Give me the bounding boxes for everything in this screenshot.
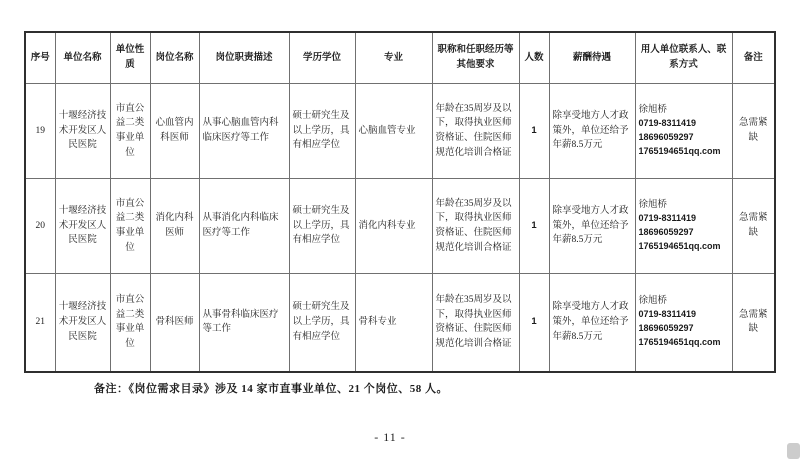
footer-note: 备注：《岗位需求目录》涉及 14 家市直事业单位、21 个岗位、58 人。 — [94, 383, 448, 395]
cell-unit-type: 市直公益二类事业单位 — [110, 84, 150, 179]
cell-duties: 从事心脑血管内科临床医疗等工作 — [199, 84, 289, 179]
cell-contact — [635, 84, 732, 179]
cell-remark: 急需紧缺 — [732, 274, 775, 372]
cell-unit-name: 十堰经济技术开发区人民医院 — [55, 84, 110, 179]
cell-salary: 除享受地方人才政策外，单位还给予年薪8.5万元 — [549, 84, 635, 179]
contact-email: 1765194651qq.com — [638, 241, 721, 252]
col-header-salary: 薪酬待遇 — [549, 32, 635, 84]
cell-position: 心血管内科医师 — [150, 84, 199, 179]
contact-phone: 0719-8311419 — [638, 118, 697, 129]
cell-unit-name: 十堰经济技术开发区人民医院 — [55, 274, 110, 372]
job-requirements-table — [24, 31, 776, 373]
cell-major: 心脑血管专业 — [355, 84, 432, 179]
col-header-education: 学历学位 — [289, 32, 355, 84]
cell-major: 骨科专业 — [355, 274, 432, 372]
col-header-contact: 用人单位联系人、联系方式 — [635, 32, 732, 84]
contact-name: 徐旭桥 — [638, 296, 668, 307]
table-row — [25, 84, 775, 179]
scrollbar-thumb[interactable] — [787, 443, 800, 459]
cell-requirements: 年龄在35周岁及以下，取得执业医师资格证、住院医师规范化培训合格证 — [432, 179, 519, 274]
col-header-remark: 备注 — [732, 32, 775, 84]
col-header-headcount: 人数 — [519, 32, 549, 84]
cell-duties: 从事消化内科临床医疗等工作 — [199, 179, 289, 274]
cell-major: 消化内科专业 — [355, 179, 432, 274]
page-number: - 11 - — [374, 430, 406, 444]
contact-mobile: 18696059297 — [638, 323, 694, 334]
contact-name: 徐旭桥 — [638, 199, 668, 210]
cell-unit-type: 市直公益二类事业单位 — [110, 179, 150, 274]
contact-email: 1765194651qq.com — [638, 337, 721, 348]
col-header-requirements: 职称和任职经历等其他要求 — [432, 32, 519, 84]
col-header-position: 岗位名称 — [150, 32, 199, 84]
contact-mobile: 18696059297 — [638, 227, 694, 238]
cell-duties: 从事骨科临床医疗等工作 — [199, 274, 289, 372]
contact-email: 1765194651qq.com — [638, 146, 721, 157]
cell-contact — [635, 274, 732, 372]
cell-education: 硕士研究生及以上学历，具有相应学位 — [289, 84, 355, 179]
cell-salary: 除享受地方人才政策外，单位还给予年薪8.5万元 — [549, 179, 635, 274]
col-header-unit-type: 单位性质 — [110, 32, 150, 84]
cell-seq: 19 — [25, 84, 55, 179]
contact-mobile: 18696059297 — [638, 132, 694, 143]
col-header-major: 专业 — [355, 32, 432, 84]
cell-unit-type: 市直公益二类事业单位 — [110, 274, 150, 372]
header-row — [25, 32, 775, 84]
contact-name: 徐旭桥 — [638, 104, 668, 115]
table-row — [25, 274, 775, 372]
cell-education: 硕士研究生及以上学历，具有相应学位 — [289, 179, 355, 274]
cell-seq: 21 — [25, 274, 55, 372]
col-header-unit-name: 单位名称 — [55, 32, 110, 84]
col-header-duties: 岗位职责描述 — [199, 32, 289, 84]
table-header — [25, 32, 775, 84]
cell-headcount: 1 — [519, 179, 549, 274]
cell-position: 消化内科医师 — [150, 179, 199, 274]
cell-requirements: 年龄在35周岁及以下，取得执业医师资格证、住院医师规范化培训合格证 — [432, 274, 519, 372]
cell-position: 骨科医师 — [150, 274, 199, 372]
cell-requirements: 年龄在35周岁及以下，取得执业医师资格证、住院医师规范化培训合格证 — [432, 84, 519, 179]
table-row — [25, 179, 775, 274]
cell-remark: 急需紧缺 — [732, 84, 775, 179]
cell-salary: 除享受地方人才政策外，单位还给予年薪8.5万元 — [549, 274, 635, 372]
cell-headcount: 1 — [519, 274, 549, 372]
cell-headcount: 1 — [519, 84, 549, 179]
cell-unit-name: 十堰经济技术开发区人民医院 — [55, 179, 110, 274]
contact-phone: 0719-8311419 — [638, 309, 697, 320]
col-header-seq: 序号 — [25, 32, 55, 84]
contact-phone: 0719-8311419 — [638, 213, 697, 224]
cell-remark: 急需紧缺 — [732, 179, 775, 274]
cell-contact — [635, 179, 732, 274]
cell-education: 硕士研究生及以上学历，具有相应学位 — [289, 274, 355, 372]
cell-seq: 20 — [25, 179, 55, 274]
